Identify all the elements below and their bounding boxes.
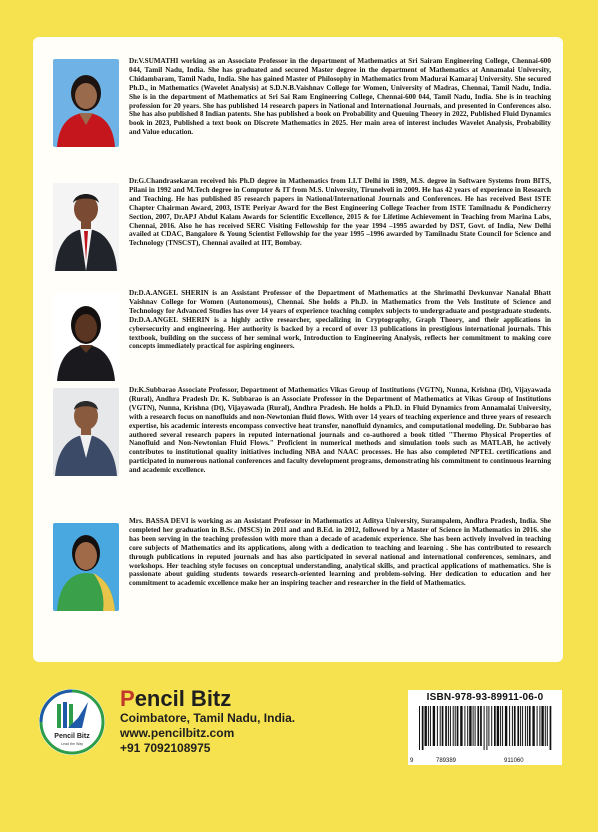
portrait-woman-green-saree-icon bbox=[53, 523, 119, 611]
barcode-bar bbox=[425, 706, 427, 746]
barcode-bar bbox=[520, 706, 521, 746]
barcode-bar bbox=[464, 706, 465, 746]
barcode-right-digits: 911060 bbox=[504, 758, 524, 764]
barcode-first-digit: 9 bbox=[410, 758, 414, 764]
publisher-info bbox=[120, 687, 295, 756]
barcode-bar bbox=[445, 706, 447, 746]
barcode-bar bbox=[453, 706, 454, 746]
barcode-bar bbox=[527, 706, 528, 746]
barcode-bar bbox=[422, 706, 424, 750]
author-bio-text-4: Dr.K.Subbarao Associate Professor, Department of Mathematics Vikas Group of Institutions (VGTN), Nunna, Krishna (Dt), Vijayawada (Rural), Andhra Pradesh Dr. K. Subbarao is an Associate Professor in the Department of Mathematics at Vikas Group of Institutions (VGTN), Nunna, Krishna (Dt), Vijayawada (Rural), Andhra Pradesh. He holds a Ph.D. in Fluid Dynamics from Annamalai University, with a research focus on nanofluids and non-Newtonian fluid flows. With over 14 years of teaching experience and three years of research expertise, his academic interests encompass convective heat transfer, nanofluid dynamics, and computational modeling. Dr. Subbarao has authored several research papers in reputed international journals and co-authored a book titled "Thermo Physical Properties of Nanofluid and Non-Newtonian Fluid Flows." Proficient in numerical methods and simulation tools such as MATLAB, he actively contributes to institutional quality initiatives including NBA and NAAC processes. He has also completed NPTEL certifications and participated in numerous national conferences and faculty development programs, demonstrating his commitment to continuous learning and academic excellence. bbox=[129, 386, 551, 475]
barcode-bar bbox=[512, 706, 513, 746]
author-bio-text-2: Dr.G.Chandrasekaran received his Ph.D degree in Mathematics from I.I.T Delhi in 1989, M.S. degree in Software Systems from BITS, Pilani in 1992 and M.Tech degree in Computer & IT from M.S. University, Tirunelveli in 2009. He has 42 years of experience in Research and Teaching. He has published 85 research papers in National/International Journals and Conferences. He has received Best ISTE Chapter Chairman Award, 2003, ISTE Periyar Award for the Best Engineering College Teacher from ISTE Tamilnadu & Pondicherry Section, 2007, Dr.APJ Abdul Kalam Awards for Scientific Excellence, 2015 & for Lifetime Achievement in Teaching from Marina Labs, Chennai, 2016. Also he has received SERC Visiting Fellowship for the year 1994 –1995 awarded by DST, Govt. of India, New Delhi availed at CDAC, Bangalore & Young Scientist Fellowship for the year 1995 –1996 awarded by Tamilnadu State Council for Science and Technology (TNSCST), Chennai availed at IIT, Bombay. bbox=[129, 177, 551, 248]
barcode-bar bbox=[457, 706, 459, 746]
isbn-barcode-box bbox=[408, 690, 562, 765]
barcode-bar bbox=[550, 706, 552, 750]
author-bio-text-3: Dr.D.A.ANGEL SHERIN is an Assistant Professor of the Department of Mathematics at the Shrimathi Devkunvar Nanalal Bhatt Vaishnav College for Women (Autonomous), Chennai. She holds a Ph.D. in Mathematics from the Vels Institute of Science and Technology for Advanced Studies has over 14 years of experience teaching complex subjects to undergraduate and postgraduate students. Dr.D.A.ANGEL SHERIN is a highly active researcher, specializing in Cryptography, Graph Theory, and their applications in cybersecurity and engineering. Her authority is backed by a record of over 13 publications in prestigious international journals. This textbook, building on the success of her seminal work, Introduction to Engineering Analysis, reflects her commitment to making core concepts immediately practical for aspiring engineers. bbox=[129, 289, 551, 351]
barcode-bar bbox=[545, 706, 546, 746]
logo-tagline: Lead the Way bbox=[60, 742, 84, 746]
barcode-bar bbox=[532, 706, 534, 746]
barcode-bar bbox=[442, 706, 444, 746]
barcode-bar bbox=[537, 706, 538, 746]
barcode-bar bbox=[460, 706, 462, 746]
author-bio-text-1: Dr.V.SUMATHI working as an Associate Professor in the department of Mathematics at Sri Sairam Engineering College, Chennai-600 044, Tamil Nadu, India. She has graduated and secured Master degree in the department of Mathematics at Annamalai University, Chidambaram, Tamil Nadu, India. She has gained Master of Philosophy in Mathematics from Madurai Kamaraj University. She secured Ph.D., in Mathematics (Wavelet Analysis) at S.D.N.B.Vaishnav College for Women, University of Madras, Chennai, Tamil Nadu, India. She is in the department of Mathematics at Sri Sai Ram Engineering College, Chennai-600 044, Tamil Nadu, India. She is in teaching profession for 20 years. She has published 14 research papers in National and International Journals, and presented in Conferences also. She has also published 8 Indian patents. She has published a book on Probability and Queuing Theory in 2022, Published Fluid Dynamics book in 2023, Published a text book on Discrete Mathematics in 2025. Her main area of interest includes Wavelet Analysis, Probability and Value education. bbox=[129, 57, 551, 137]
author-bios-card bbox=[33, 37, 563, 662]
barcode-bar bbox=[539, 706, 540, 746]
barcode-bar bbox=[509, 706, 510, 746]
barcode-bar bbox=[484, 706, 485, 750]
barcode-bar bbox=[469, 706, 471, 746]
barcode-bar bbox=[541, 706, 543, 746]
barcode-bar bbox=[517, 706, 519, 746]
barcode-bar bbox=[491, 706, 492, 746]
isbn-label: ISBN-978-93-89911-06-0 bbox=[426, 692, 544, 703]
barcode-bar bbox=[475, 706, 476, 746]
barcode-bar bbox=[473, 706, 474, 746]
barcode-bar bbox=[522, 706, 523, 746]
publisher-website[interactable]: www.pencilbitz.com bbox=[120, 726, 235, 740]
barcode-icon bbox=[413, 706, 557, 754]
barcode-bar bbox=[450, 706, 451, 746]
barcode-bar bbox=[437, 706, 438, 746]
barcode-bar bbox=[433, 706, 435, 746]
author-photo-2 bbox=[53, 183, 119, 271]
author-bio-text-5: Mrs. BASSA DEVI is working as an Assistant Professor in Mathematics at Aditya University, Surampalem, Andhra Pradesh, India. She completed her graduation in B.Sc. (MSCS) in 2011 and and B.Ed. in 2012, followed by a Master of Science in Mathematics in 2016. she has been serving in the teaching profession with more than a decade of academic experience. She has been actively involved in teaching core subjects of Mathematics and its applications, along with a dedication to teaching and learning . She has contributed to research through publications in reputed journals and has also participated in several national and international conferences, seminars, and workshops. Her teaching style focuses on conceptual understanding, analytical skills, and practical applications of mathematics. She is passionate about guiding students towards research-oriented learning and problem-solving. Her dedication to education and her commitment to academic excellence make her an inspiring teacher and researcher in the field of Mathematics. bbox=[129, 517, 551, 588]
barcode-bar bbox=[467, 706, 468, 746]
barcode-bar bbox=[529, 706, 531, 746]
portrait-woman-red-saree-icon bbox=[53, 59, 119, 147]
barcode-bar bbox=[477, 706, 479, 746]
barcode-bar bbox=[514, 706, 516, 746]
publisher-name bbox=[120, 687, 295, 711]
barcode-bar bbox=[525, 706, 526, 746]
author-photo-5 bbox=[53, 523, 119, 611]
logo-text: Pencil Bitz bbox=[54, 733, 90, 740]
barcode-bar bbox=[500, 706, 501, 746]
author-photo-1 bbox=[53, 59, 119, 147]
barcode-left-digits: 789389 bbox=[436, 758, 457, 764]
portrait-man-blazer-icon bbox=[53, 388, 119, 476]
barcode-bar bbox=[486, 706, 487, 750]
publisher-phone: +91 7092108975 bbox=[120, 741, 211, 755]
publisher-city: Coimbatore, Tamil Nadu, India. bbox=[120, 711, 296, 725]
portrait-man-suit-tie-icon bbox=[53, 183, 119, 271]
barcode-bar bbox=[505, 706, 507, 746]
barcode-bar bbox=[428, 706, 429, 746]
pencil-bitz-logo-icon bbox=[38, 688, 106, 756]
author-photo-4 bbox=[53, 388, 119, 476]
barcode-bar bbox=[497, 706, 499, 746]
author-photo-3 bbox=[53, 293, 119, 381]
portrait-woman-dark-top-icon bbox=[53, 293, 119, 381]
barcode-bar bbox=[488, 706, 489, 746]
publisher-logo bbox=[38, 688, 106, 756]
barcode-bar bbox=[419, 706, 420, 750]
barcode-bar bbox=[494, 706, 496, 746]
barcode-bar bbox=[455, 706, 456, 746]
publisher-name-rest: encil Bitz bbox=[134, 686, 232, 711]
barcode-bar bbox=[440, 706, 441, 746]
barcode-bar bbox=[480, 706, 482, 746]
barcode-bar bbox=[430, 706, 431, 746]
publisher-name-initial: P bbox=[120, 686, 135, 711]
barcode-bar bbox=[448, 706, 449, 746]
barcode-bar bbox=[547, 706, 548, 746]
barcode-bar bbox=[502, 706, 503, 746]
